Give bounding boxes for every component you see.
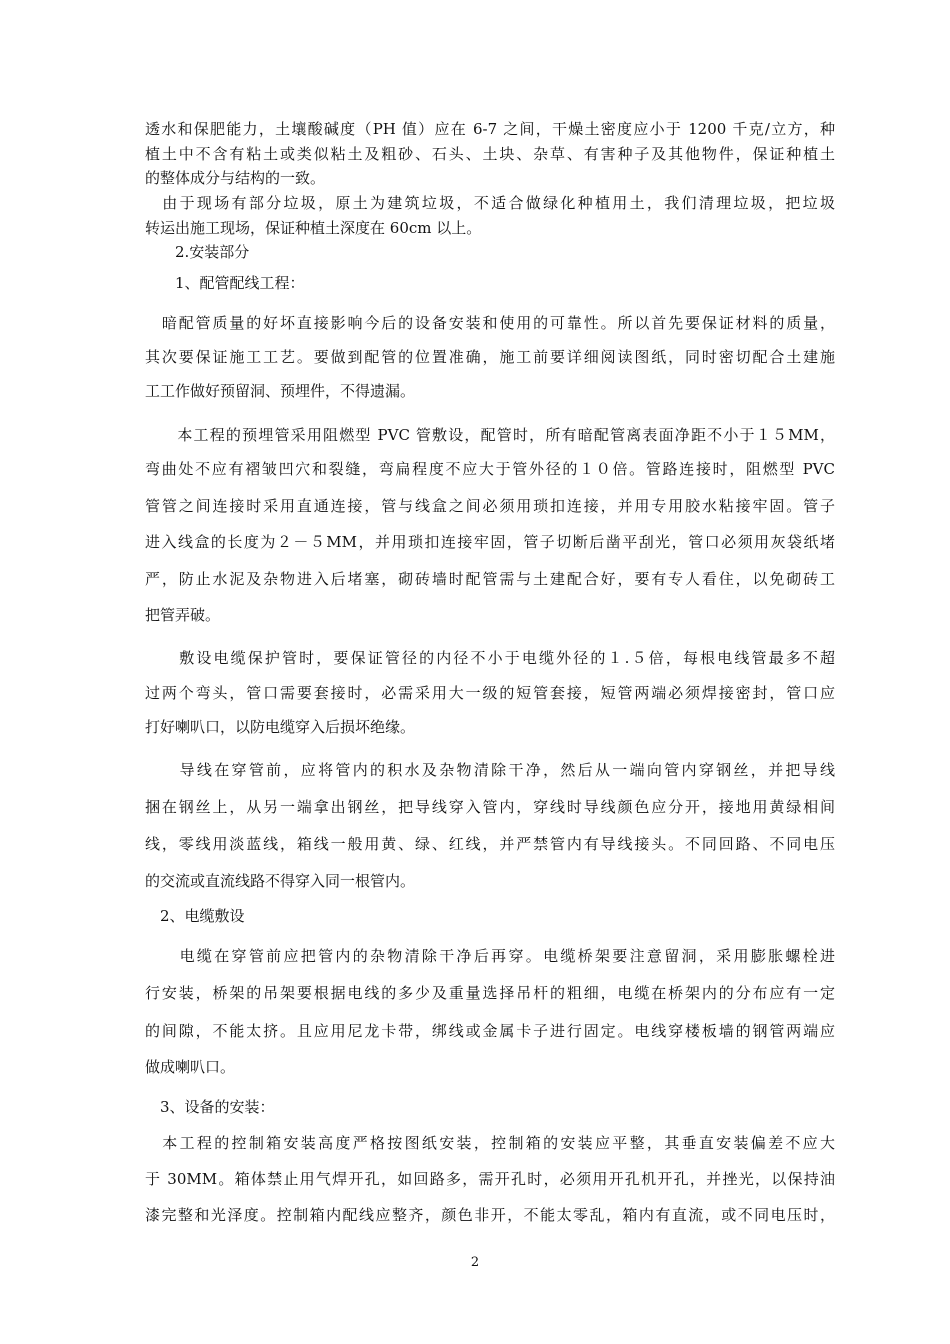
text-line: 的整体成分与结构的一致。 [145,169,326,187]
text-line: 透水和保肥能力，土壤酸碱度（PH 值）应在 6-7 之间，干燥土密度应小于 1200 千克/立方，种 [145,120,835,138]
text-line: 本工程的预埋管采用阻燃型 PVC 管敷设，配管时，所有暗配管离表面净距不小于１５MM， [145,426,835,444]
text-line: 捆在钢丝上，从另一端拿出钢丝，把导线穿入管内，穿线时导线颜色应分开，接地用黄绿相间 [145,798,835,816]
text-line: 其次要保证施工工艺。要做到配管的位置准确，施工前要详细阅读图纸，同时密切配合土建施 [145,348,835,366]
text-line: 管管之间连接时采用直通连接，管与线盒之间必须用琐扣连接，并用专用胶水粘接牢固。管子 [145,497,835,515]
subsection-heading: 2、电缆敷设 [145,907,245,925]
text-line: 导线在穿管前，应将管内的积水及杂物清除干净，然后从一端向管内穿钢丝，并把导线 [145,761,835,779]
subsection-heading: 3、设备的安装： [145,1098,275,1116]
text-line: 线，零线用淡蓝线，箱线一般用黄、绿、红线，并严禁管内有导线接头。不同回路、不同电压 [145,835,835,853]
text-line: 漆完整和光泽度。控制箱内配线应整齐，颜色非开，不能太零乱，箱内有直流，或不同电压时， [145,1206,835,1224]
text-line: 的交流或直流线路不得穿入同一根管内。 [145,872,416,890]
page-number: 2 [470,1255,480,1270]
section-heading: 2.安装部分 [145,243,250,261]
text-line: 把管弄破。 [145,606,221,624]
text-line: 敷设电缆保护管时，要保证管径的内径不小于电缆外径的１.５倍，每根电线管最多不超 [145,649,835,667]
text-line: 暗配管质量的好坏直接影响今后的设备安装和使用的可靠性。所以首先要保证材料的质量， [145,314,835,332]
text-line: 电缆在穿管前应把管内的杂物清除干净后再穿。电缆桥架要注意留洞，采用膨胀螺栓进 [145,947,835,965]
text-line: 打好喇叭口，以防电缆穿入后损坏绝缘。 [145,718,416,736]
text-line: 的间隙，不能太挤。且应用尼龙卡带，绑线或金属卡子进行固定。电线穿楼板墙的钢管两端应 [145,1022,835,1040]
text-line: 工工作做好预留洞、预埋件，不得遗漏。 [145,382,416,400]
text-line: 严，防止水泥及杂物进入后堵塞，砌砖墙时配管需与土建配合好，要有专人看住，以免砌砖工 [145,570,835,588]
text-line: 行安装，桥架的吊架要根据电线的多少及重量选择吊杆的粗细，电缆在桥架内的分布应有一定 [145,984,835,1002]
text-line: 做成喇叭口。 [145,1058,236,1076]
text-line: 进入线盒的长度为２－５MM，并用琐扣连接牢固，管子切断后凿平刮光，管口必须用灰袋纸堵 [145,533,835,551]
text-line: 于 30MM。箱体禁止用气焊开孔，如回路多，需开孔时，必须用开孔机开孔，并挫光，以保持油 [145,1170,835,1188]
subsection-heading: 1、配管配线工程： [145,274,305,292]
text-line: 植土中不含有粘土或类似粘土及粗砂、石头、土块、杂草、有害种子及其他物件，保证种植土 [145,145,835,163]
text-line: 转运出施工现场，保证种植土深度在 60cm 以上。 [145,219,482,237]
text-line: 本工程的控制箱安装高度严格按图纸安装，控制箱的安装应平整，其垂直安装偏差不应大 [145,1134,835,1152]
text-line: 弯曲处不应有褶皱凹穴和裂缝，弯扁程度不应大于管外径的１０倍。管路连接时，阻燃型 PVC [145,460,835,478]
text-line: 由于现场有部分垃圾，原土为建筑垃圾，不适合做绿化种植用土，我们清理垃圾，把垃圾 [145,194,835,212]
text-line: 过两个弯头，管口需要套接时，必需采用大一级的短管套接，短管两端必须焊接密封，管口应 [145,684,835,702]
